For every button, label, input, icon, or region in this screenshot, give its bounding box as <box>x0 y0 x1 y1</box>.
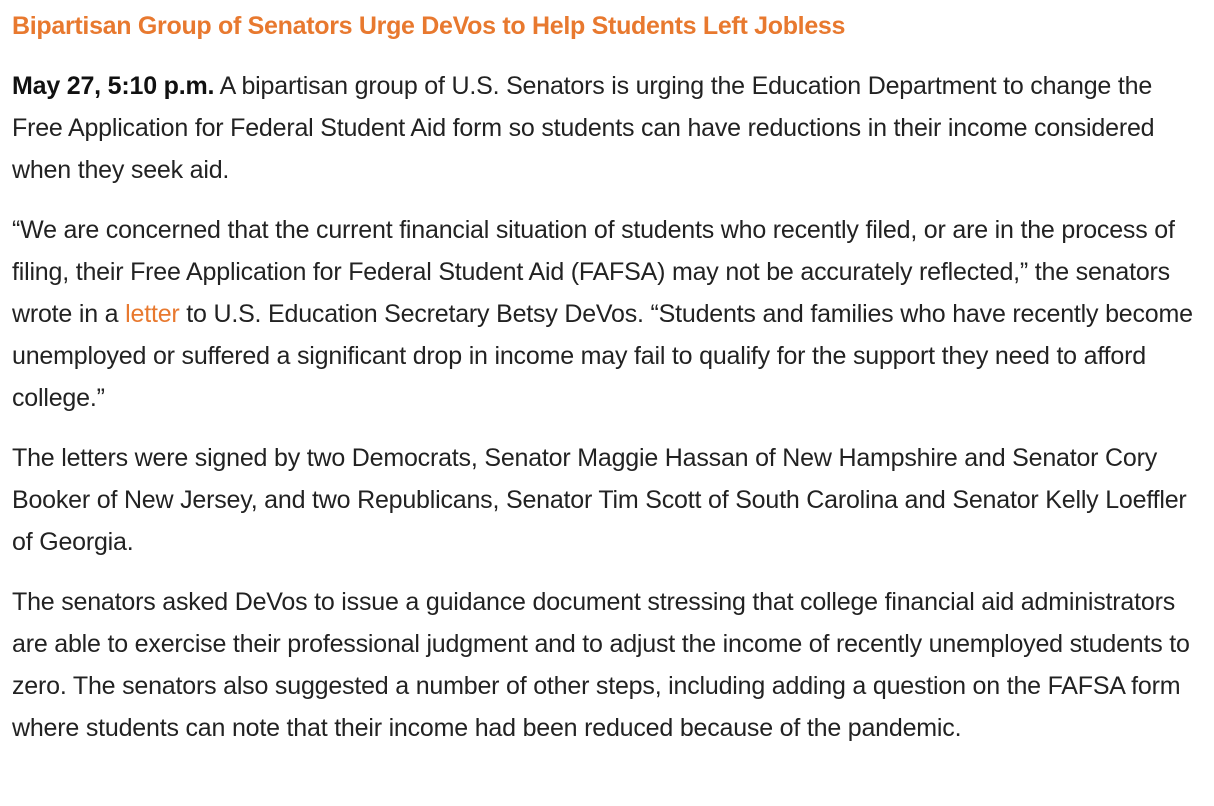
paragraph-2-text-before-link: “We are concerned that the current financial situation of students who recently filed, or are in the process of filing, their Free Application for Federal Student Aid (FAFSA) may not be accurately reflected,” the senators wrote in a <box>12 216 1175 328</box>
paragraph-1 <box>12 65 1208 191</box>
paragraph-4: The senators asked DeVos to issue a guidance document stressing that college financial aid administrators are able to exercise their professional judgment and to adjust the income of recently unemployed students to zero. The senators also suggested a number of other steps, including adding a question on the FAFSA form where students can note that their income had been reduced because of the pandemic. <box>12 588 1190 742</box>
article <box>12 0 1208 749</box>
paragraph-2 <box>12 209 1208 419</box>
paragraph-3: The letters were signed by two Democrats, Senator Maggie Hassan of New Hampshire and Senator Cory Booker of New Jersey, and two Republicans, Senator Tim Scott of South Carolina and Senator Kelly Loeffler of Georgia. <box>12 444 1187 556</box>
paragraph-2-text-after-link: to U.S. Education Secretary Betsy DeVos. “Students and families who have recently become unemployed or suffered a significant drop in income may fail to qualify for the support they need to afford college.” <box>12 300 1193 412</box>
article-headline: Bipartisan Group of Senators Urge DeVos to Help Students Left Jobless <box>12 12 846 40</box>
paragraph-1-text: A bipartisan group of U.S. Senators is urging the Education Department to change the Free Application for Federal Student Aid form so students can have reductions in their income considered when they seek aid. <box>12 72 1155 184</box>
dateline: May 27, 5:10 p.m. <box>12 72 215 100</box>
letter-link[interactable]: letter <box>125 300 180 328</box>
